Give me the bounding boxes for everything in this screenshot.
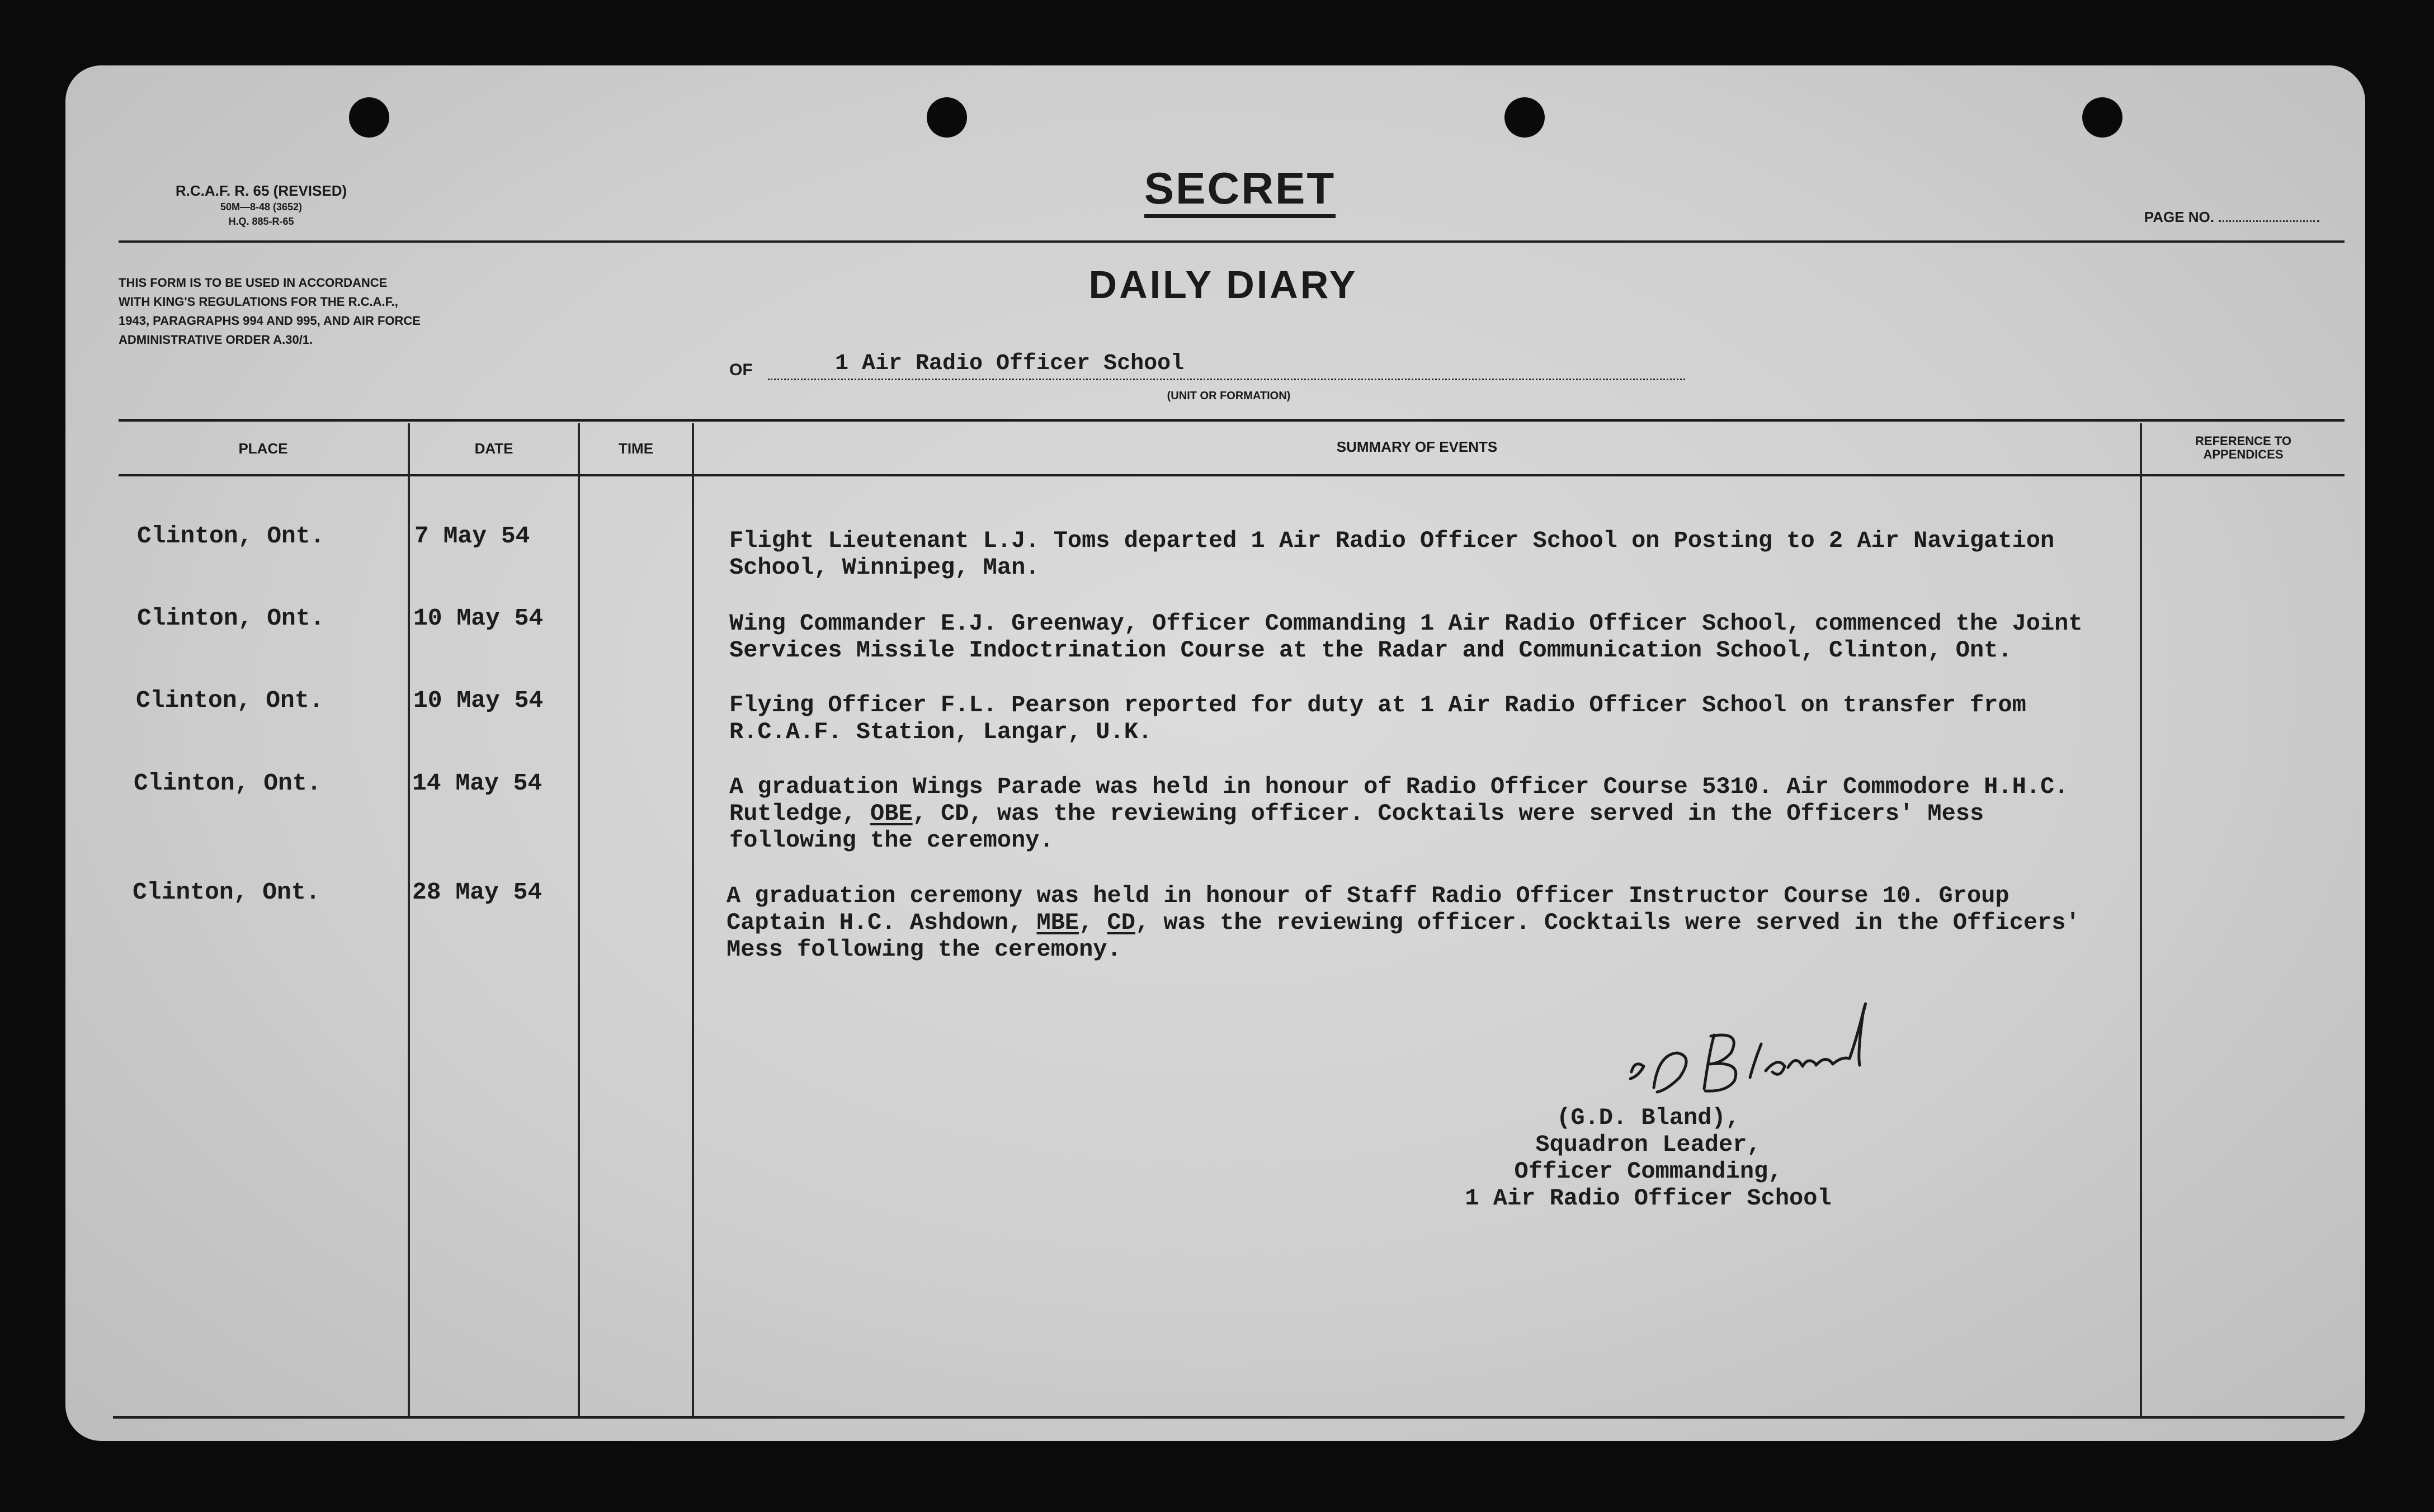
- column-header-date: DATE: [474, 440, 513, 457]
- entry-4-summary-line-2c: , CD, was the reviewing officer. Cocktails were served in the Officers' Mess: [912, 800, 1984, 827]
- punch-hole-4: [2082, 97, 2122, 138]
- entry-3-date: 10 May 54: [413, 687, 544, 714]
- entry-3-summary-line-2: R.C.A.F. Station, Langar, U.K.: [729, 719, 1153, 745]
- entry-5-summary-line-2e: , was the reviewing officer. Cocktails were served in the Officers': [1135, 909, 2080, 936]
- reference-header-line-2: APPENDICES: [2203, 447, 2284, 461]
- entry-1-date: 7 May 54: [414, 522, 530, 550]
- page-title: DAILY DIARY: [1088, 263, 1358, 306]
- entry-1-summary-line-1: Flight Lieutenant L.J. Toms departed 1 Air Radio Officer School on Posting to 2 Air Navigation: [729, 527, 2055, 554]
- handwritten-signature: [1620, 994, 2068, 1122]
- table-bottom-rule: [113, 1416, 2345, 1419]
- signatory-rank: Squadron Leader,: [1535, 1131, 1761, 1158]
- unit-caption: (UNIT OR FORMATION): [1167, 390, 1291, 402]
- form-identifier: [133, 182, 390, 229]
- column-header-time: TIME: [618, 440, 654, 457]
- entry-1-summary: [729, 527, 2161, 581]
- signatory-name: (G.D. Bland),: [1556, 1104, 1740, 1131]
- column-header-summary: SUMMARY OF EVENTS: [1336, 438, 1498, 455]
- signature-block: [1397, 1104, 1900, 1212]
- signatory-unit: 1 Air Radio Officer School: [1465, 1185, 1832, 1212]
- entry-2-summary-line-1: Wing Commander E.J. Greenway, Officer Commanding 1 Air Radio Officer School, commenced the Joint: [729, 610, 2083, 637]
- instructions-line-2: WITH KING'S REGULATIONS FOR THE R.C.A.F.,: [119, 295, 398, 309]
- instructions-line-4: ADMINISTRATIVE ORDER A.30/1.: [119, 333, 313, 347]
- entry-5-place: Clinton, Ont.: [133, 878, 320, 906]
- column-divider-2: [578, 423, 580, 1416]
- column-divider-1: [408, 423, 410, 1416]
- entry-2-summary-line-2: Services Missile Indoctrination Course at the Radar and Communication School, Clinton, Ont.: [729, 637, 2012, 664]
- form-id-line-1: R.C.A.F. R. 65 (REVISED): [175, 182, 347, 199]
- entry-5-summary: [727, 882, 2158, 963]
- diary-form-sheet: [65, 65, 2365, 1441]
- entry-4-summary-line-2: [729, 800, 2161, 827]
- instructions-line-3: 1943, PARAGRAPHS 994 AND 995, AND AIR FORCE: [119, 314, 421, 328]
- form-id-line-2: 50M—8-48 (3652): [220, 201, 303, 212]
- entry-4-summary-line-1: A graduation Wings Parade was held in honour of Radio Officer Course 5310. Air Commodore H.H.C.: [729, 773, 2069, 800]
- entry-3-summary-line-1: Flying Officer F.L. Pearson reported for duty at 1 Air Radio Officer School on transfer from: [729, 692, 2026, 719]
- entry-5-summary-line-1: A graduation ceremony was held in honour of Staff Radio Officer Instructor Course 10. Group: [727, 882, 2010, 909]
- reference-header-line-1: REFERENCE TO: [2195, 434, 2291, 448]
- signatory-appointment: Officer Commanding,: [1514, 1158, 1782, 1185]
- of-label: OF: [729, 361, 753, 379]
- entry-5-summary-line-2a: Captain H.C. Ashdown,: [727, 909, 1037, 936]
- entry-2-summary: [729, 610, 2161, 664]
- table-top-rule: [119, 419, 2345, 422]
- page-number-field: [2144, 208, 2319, 226]
- entry-4-date: 14 May 54: [412, 769, 543, 797]
- table-header-rule: [119, 474, 2345, 476]
- punch-hole-1: [349, 97, 389, 138]
- entry-5-summary-line-2c: ,: [1079, 909, 1107, 936]
- entry-5-honour-mbe: MBE: [1036, 909, 1079, 936]
- classification-text: SECRET: [1144, 163, 1336, 218]
- entry-4-honour-obe: OBE: [870, 800, 913, 827]
- entry-3-summary: [729, 692, 2161, 745]
- form-id-line-3: H.Q. 885-R-65: [228, 216, 294, 227]
- form-instructions: [119, 273, 544, 349]
- entry-1-summary-line-2: School, Winnipeg, Man.: [729, 554, 1040, 581]
- entry-5-summary-line-2: [727, 909, 2158, 936]
- entry-1-place: Clinton, Ont.: [137, 522, 325, 550]
- punch-hole-2: [927, 97, 967, 138]
- entry-2-date: 10 May 54: [413, 604, 544, 632]
- page-no-label: PAGE NO.: [2144, 209, 2214, 225]
- entry-4-summary-line-2a: Rutledge,: [729, 800, 871, 827]
- entry-4-summary-line-3: following the ceremony.: [729, 827, 1054, 854]
- column-divider-3: [692, 423, 694, 1416]
- punch-hole-3: [1504, 97, 1545, 138]
- classification-heading: [1016, 163, 1464, 214]
- entry-5-honour-cd: CD: [1107, 909, 1135, 936]
- entry-3-place: Clinton, Ont.: [136, 687, 324, 714]
- entry-4-summary: [729, 773, 2161, 854]
- header-rule: [119, 240, 2345, 243]
- entry-4-place: Clinton, Ont.: [134, 769, 322, 797]
- unit-name-field: 1 Air Radio Officer School: [768, 349, 1685, 380]
- column-header-place: PLACE: [238, 440, 288, 457]
- instructions-line-1: THIS FORM IS TO BE USED IN ACCORDANCE: [119, 276, 388, 290]
- entry-5-date: 28 May 54: [412, 878, 543, 906]
- page-no-blank: [2219, 220, 2319, 222]
- entry-2-place: Clinton, Ont.: [137, 604, 325, 632]
- column-header-reference: [2142, 434, 2345, 461]
- entry-5-summary-line-3: Mess following the ceremony.: [727, 936, 1121, 963]
